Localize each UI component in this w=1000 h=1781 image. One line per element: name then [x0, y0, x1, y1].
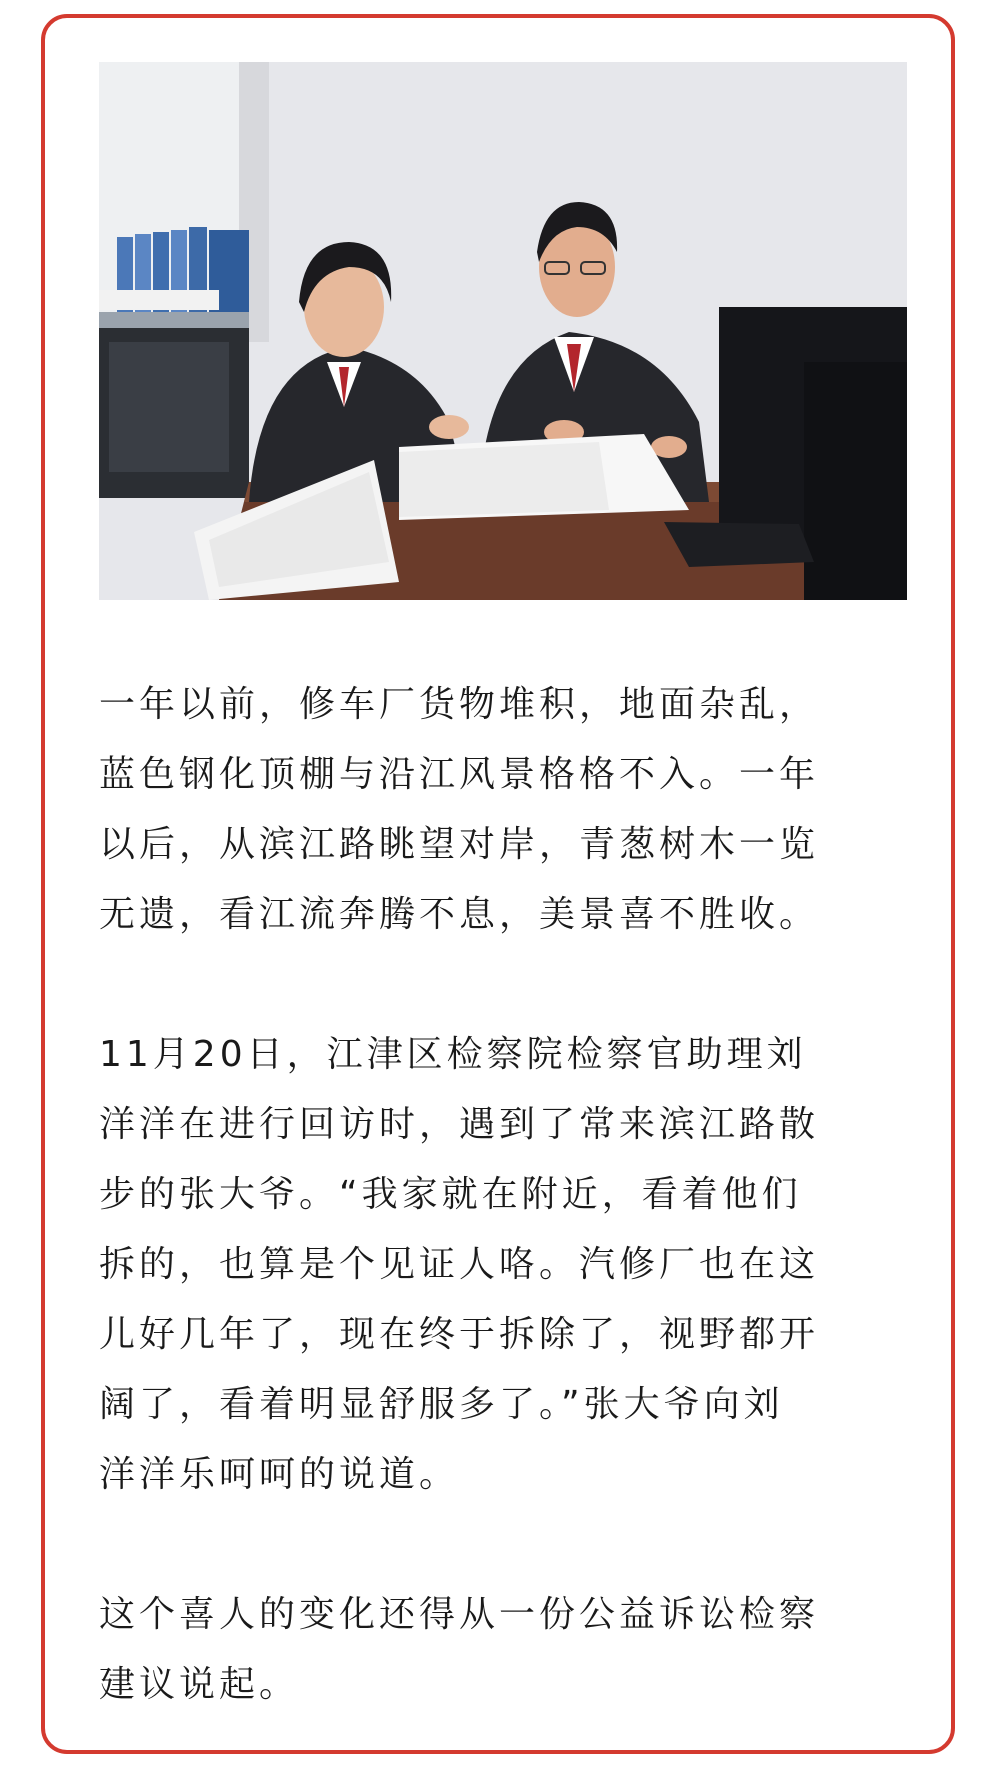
text-line: 一年以前，修车厂货物堆积，地面杂乱， — [99, 684, 820, 725]
article-photo — [99, 62, 907, 600]
article-body — [99, 670, 919, 1720]
text-line: 拆的，也算是个见证人咯。汽修厂也在这 — [99, 1244, 820, 1285]
text-line: 这个喜人的变化还得从一份公益诉讼检察 — [99, 1594, 820, 1635]
article-card — [41, 14, 955, 1754]
paragraph-origin — [99, 1580, 919, 1720]
text-line: 洋洋在进行回访时，遇到了常来滨江路散 — [99, 1104, 820, 1145]
text-line: 儿好几年了，现在终于拆除了，视野都开 — [99, 1314, 820, 1355]
text-line: 洋洋乐呵呵的说道。 — [99, 1454, 460, 1495]
text-line: 建议说起。 — [99, 1664, 300, 1705]
text-line: 步的张大爷。“我家就在附近，看着他们 — [99, 1174, 802, 1215]
text-line: 11月20日，江津区检察院检察官助理刘 — [99, 1034, 807, 1075]
photo-two-prosecutors-icon — [99, 62, 907, 600]
paragraph-visit — [99, 1020, 919, 1510]
text-line: 蓝色钢化顶棚与沿江风景格格不入。一年 — [99, 754, 820, 795]
paragraph-intro — [99, 670, 919, 950]
paragraph-spacer — [99, 1510, 919, 1580]
text-line: 无遗，看江流奔腾不息，美景喜不胜收。 — [99, 894, 820, 935]
paragraph-spacer — [99, 950, 919, 1020]
text-line: 阔了，看着明显舒服多了。”张大爷向刘 — [99, 1384, 784, 1425]
text-line: 以后，从滨江路眺望对岸，青葱树木一览 — [99, 824, 820, 865]
